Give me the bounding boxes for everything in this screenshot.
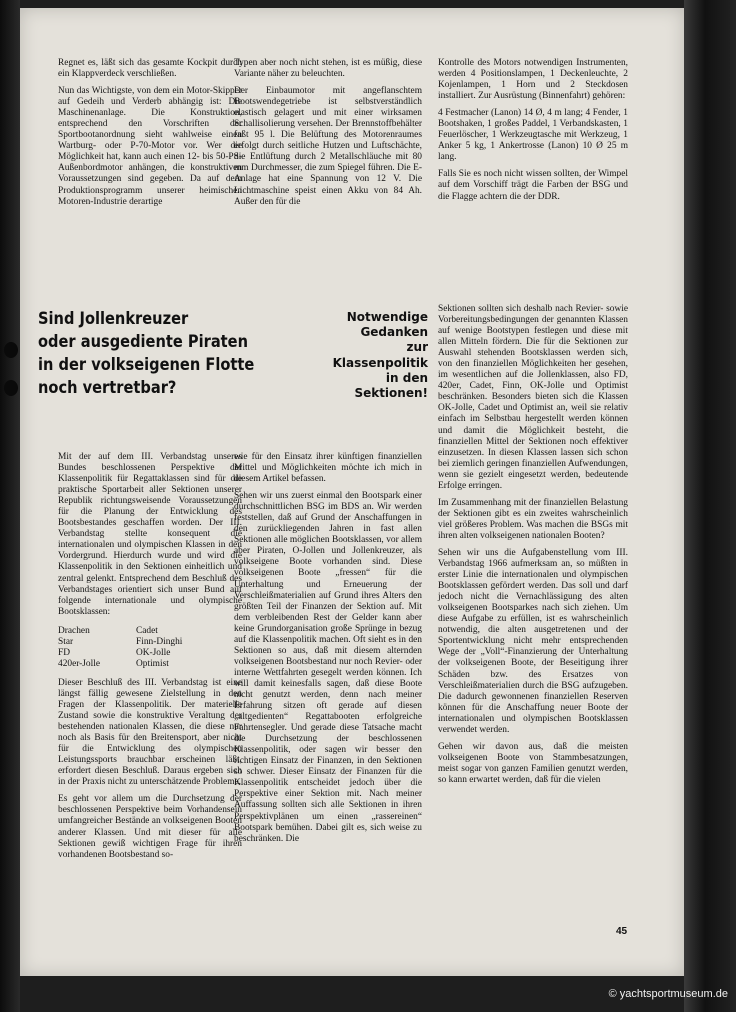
paragraph: Regnet es, läßt sich das gesamte Kockpit durch ein Klappverdeck verschließen. bbox=[58, 58, 242, 80]
paragraph: Im Zusammenhang mit der finanziellen Belastung der Sektionen gibt es ein zweites wahrscheinlich viel größeres Problem. Was machen die BSGs mit ihren alten volkseigenen nationalen Booten? bbox=[438, 497, 628, 541]
paragraph: Mit der auf dem III. Verbandstag unseres Bundes beschlossenen Perspektive der Klassenpolitik für Regattaklassen sind für die praktische Sportarbeit aller Sektionen unserer Republik richtungsweisende Voraussetzungen für die Planung der Entwicklung des Bootsbestandes geschaffen worden. Der III. Verbandstag stellte konsequent die internationalen und olympischen Klassen in den Vordergrund. Hierdurch wurde und wird die Klassenpolitik in den Sektionen einheitlich und zentral gelenkt. Entsprechend dem Beschluß des Verbandstages orientiert sich unser Bund auf folgende internationale und olympische Bootsklassen: bbox=[58, 452, 242, 617]
headline-line: noch vertretbar? bbox=[38, 378, 177, 398]
paragraph: Gehen wir davon aus, daß die meisten volkseigenen Boote von Stammbesatzungen, meist sogar von ganzen Familien genutzt werden, so kann erwartet werden, daß für die vielen bbox=[438, 741, 628, 785]
paragraph: 4 Festmacher (Lanon) 14 Ø, 4 m lang; 4 Fender, 1 Bootshaken, 1 großes Paddel, 1 Verbandskasten, 1 Feuerlöscher, 1 Werkzeugtasche mit Werkzeug, 1 Anker 5 kg, 1 Ankertrosse (Lanon) 10 Ø 25 m lang. bbox=[438, 108, 628, 163]
paragraph: Dieser Beschluß des III. Verbandstag ist eine längst fällig gewesene Zielstellung in den Fragen der Klassenpolitik. Der materielle Zustand sowie die konstruktive Veraltung der bestehenden nationalen Klassen, die diese nur noch als Basis für den Breitensport, aber nicht für die Entwicklung des olympischen Leistungssports brauchbar erscheinen läßt, erfordert diesen Beschluß. Daraus ergeben sich in der Praxis nicht zu unterschätzende Probleme. bbox=[58, 677, 242, 788]
paragraph: Sehen wir uns zuerst einmal den Bootspark einer durchschnittlichen BSG im BDS an. Wir werden feststellen, daß auf Grund der Anschaffungen in den zurückliegenden Jahren in fast allen Sektionen alle möglichen Bootsklassen, vor allem aber Piraten, O-Jollen und Jollenkreuzer, als volkseigene Boote vorhanden sind. Diese volkseigenen Boote „fressen“ für die Unterhaltung und Erneuerung der Verschleißmaterialien auf Grund ihres Alters den größten Teil der Finanzen der Sektion auf. Mit dem verbleibenden Rest der Gelder kann aber keine Grundorganisation große Sprünge in bezug auf die Klassenpolitik machen. Oft sieht es in den Sektionen so aus, daß mit diesem alternden volkseigenen Bootsbestand nur noch Revier- oder interne Wettfahrten gesegelt werden können. Ich will damit keinesfalls sagen, daß diese Boote nicht genutzt werden, denn nach meiner Erfahrung sitzen oft gerade auf diesen „altgedienten“ Regattabooten erfolgreiche Fahrtensegler. Und gerade diese Tatsache macht die Durchsetzung der beschlossenen Klassenpolitik, oder sagen wir besser den richtigen Einsatz der Finanzen, in den Sektionen so schwer. Dieser Einsatz der Finanzen für die Klassenpolitik entscheidet jedoch über die Perspektive einer Sektion mit. Nach meiner Auffassung sollten sich alle Sektionen in ihren Perspektivplänen um einen „rassereinen“ Bootspark bemühen. Dabei gilt es, sich weise zu beschränken. Die bbox=[234, 491, 422, 844]
class-name: Optimist bbox=[136, 658, 169, 669]
binding-hole-icon bbox=[4, 342, 18, 358]
article-column-1 bbox=[58, 452, 242, 867]
subhead-line: Sektionen! bbox=[354, 386, 428, 401]
top-column-2 bbox=[234, 58, 422, 214]
class-name: Star bbox=[58, 636, 74, 647]
headline-line: oder ausgediente Piraten bbox=[38, 332, 249, 352]
headline-line: in der volkseigenen Flotte bbox=[38, 355, 255, 375]
paragraph: Nun das Wichtigste, von dem ein Motor-Skipper auf Gedeih und Verderb abhängig ist: Die Maschinenanlage. Die Konstruktion, entsprechend den Vorschriften der Sportbootanordnung sieht wahlweise einen Wartburg- oder P-70-Motor vor. Wer die Möglichkeit hat, kann auch einen 12- bis 50-PS-Außenbordmotor anhängen, die konstruktiven Voraussetzungen sind gegeben. Da auf dem Produktionsprogramm unserer heimischen Motoren-Industrie derartige bbox=[58, 86, 242, 207]
headline-line: Sind Jollenkreuzer bbox=[38, 309, 189, 329]
paragraph: Falls Sie es noch nicht wissen sollten, der Wimpel auf dem Vorschiff trägt die Farben der BSG und die Flagge achtern die der DDR. bbox=[438, 169, 628, 202]
paragraph: Kontrolle des Motors notwendigen Instrumenten, werden 4 Positionslampen, 1 Deckenleuchte, 2 Kojenlampen, 1 Horn und 2 Steckdosen installiert. Zur Ausrüstung (Binnenfahrt) gehören: bbox=[438, 58, 628, 102]
top-column-1 bbox=[58, 58, 242, 214]
subhead-line: in den bbox=[385, 370, 428, 385]
subhead-line: zur bbox=[406, 340, 428, 355]
binding-hole-icon bbox=[4, 380, 18, 396]
class-name: OK-Jolle bbox=[136, 647, 171, 658]
class-name: Drachen bbox=[58, 625, 90, 636]
paragraph: Sektionen sollten sich deshalb nach Revier- sowie Vorbereitungsbedingungen der genannten Klassen auf wenige Bootstypen festlegen und diese mit allen Mitteln fördern. Die für die Sektionen zur Auswahl stehenden Bootsklassen werden sich, von den finanziellen Möglichkeiten her gesehen, im wesentlichen auf die Jollenklassen, also FD, 420er, Cadet, Finn, OK-Jolle und Optimist beschränken. Besonders bieten sich die Klassen OK-Jolle, Cadet und Optimist an, weil sie relativ einfach im Selbstbau hergestellt werden können und damit die Möglichkeit besteht, die finanziellen Mittel der Sektionen noch effektiver einzusetzen. In diesen Klassen lassen sich schon bei ziemlich geringen finanziellen Aufwendungen, wenn sie gezielt eingesetzt werden, bedeutende Erfolge erringen. bbox=[438, 304, 628, 491]
magazine-page bbox=[20, 8, 684, 976]
article-headline bbox=[38, 308, 255, 400]
top-column-3 bbox=[438, 58, 628, 209]
book-binding bbox=[684, 0, 736, 1012]
class-name: FD bbox=[58, 647, 70, 658]
subhead-line: Gedanken bbox=[360, 325, 428, 340]
paragraph: Es geht vor allem um die Durchsetzung der beschlossenen Perspektive beim Vorhandensein umfangreicher Bestände an volkseigenen Booten anderer Klassen. Und mit dieser für alle Sektionen gewiß wichtigen Frage für ihren vorhandenen Bootsbestand so- bbox=[58, 794, 242, 860]
page-number: 45 bbox=[616, 926, 628, 937]
article-column-2 bbox=[234, 452, 422, 851]
subhead-line: Klassenpolitik bbox=[332, 355, 428, 370]
class-name: 420er-Jolle bbox=[58, 658, 100, 669]
paragraph: wie für den Einsatz ihrer künftigen finanziellen Mittel und Möglichkeiten möchte ich mich in diesem Artikel befassen. bbox=[234, 452, 422, 485]
paragraph: Der Einbaumotor mit angeflanschtem Bootswendegetriebe ist selbstverständlich elastisch gelagert und mit einer wirksamen Schallisolierung versehen. Der Brennstoffbehälter faßt 95 l. Die Belüftung des Motorenraumes erfolgt durch seitliche Hutzen und Luftschächte, die Entlüftung durch 2 Metallschläuche mit 80 mm Durchmesser, die zum Spiegel führen. Die E-Anlage hat eine Spannung von 12 V. Die Lichtmaschine speist einen Akku von 84 Ah. Außer den für die bbox=[234, 86, 422, 207]
watermark: © yachtsportmuseum.de bbox=[608, 988, 728, 1000]
paragraph: Typen aber noch nicht stehen, ist es müßig, diese Variante näher zu beleuchten. bbox=[234, 58, 422, 80]
left-page-edge bbox=[0, 0, 20, 1012]
article-column-3 bbox=[438, 304, 628, 792]
class-name: Cadet bbox=[136, 625, 158, 636]
class-list bbox=[58, 626, 242, 670]
paragraph: Sehen wir uns die Aufgabenstellung vom III. Verbandstag 1966 aufmerksam an, so müßten in erster Linie die internationalen und olympischen Bootsklassen gefördert werden. Das soll und darf jedoch nicht die Vernachlässigung des alten volkseigenen Bootsparkes nach sich ziehen. Um diese Aufgabe zu erfüllen, ist es wahrscheinlich notwendig, die alten ausgetretenen und der Sportentwicklung nicht mehr entsprechenden Wege der „Voll“-Finanzierung der Unterhaltung der volkseigenen Boote, der Beseitigung ihrer Schäden bzw. des Ersatzes von Verschleißmaterialien durch die BSG aufzugeben. Die dadurch gewonnenen finanziellen Reserven können für die Anschaffung neuer Boote der internationalen und olympischen Bootsklassen verwendet werden. bbox=[438, 547, 628, 735]
subhead-line: Notwendige bbox=[346, 310, 428, 324]
class-name: Finn-Dinghi bbox=[136, 636, 183, 647]
article-subheadline bbox=[310, 310, 428, 401]
